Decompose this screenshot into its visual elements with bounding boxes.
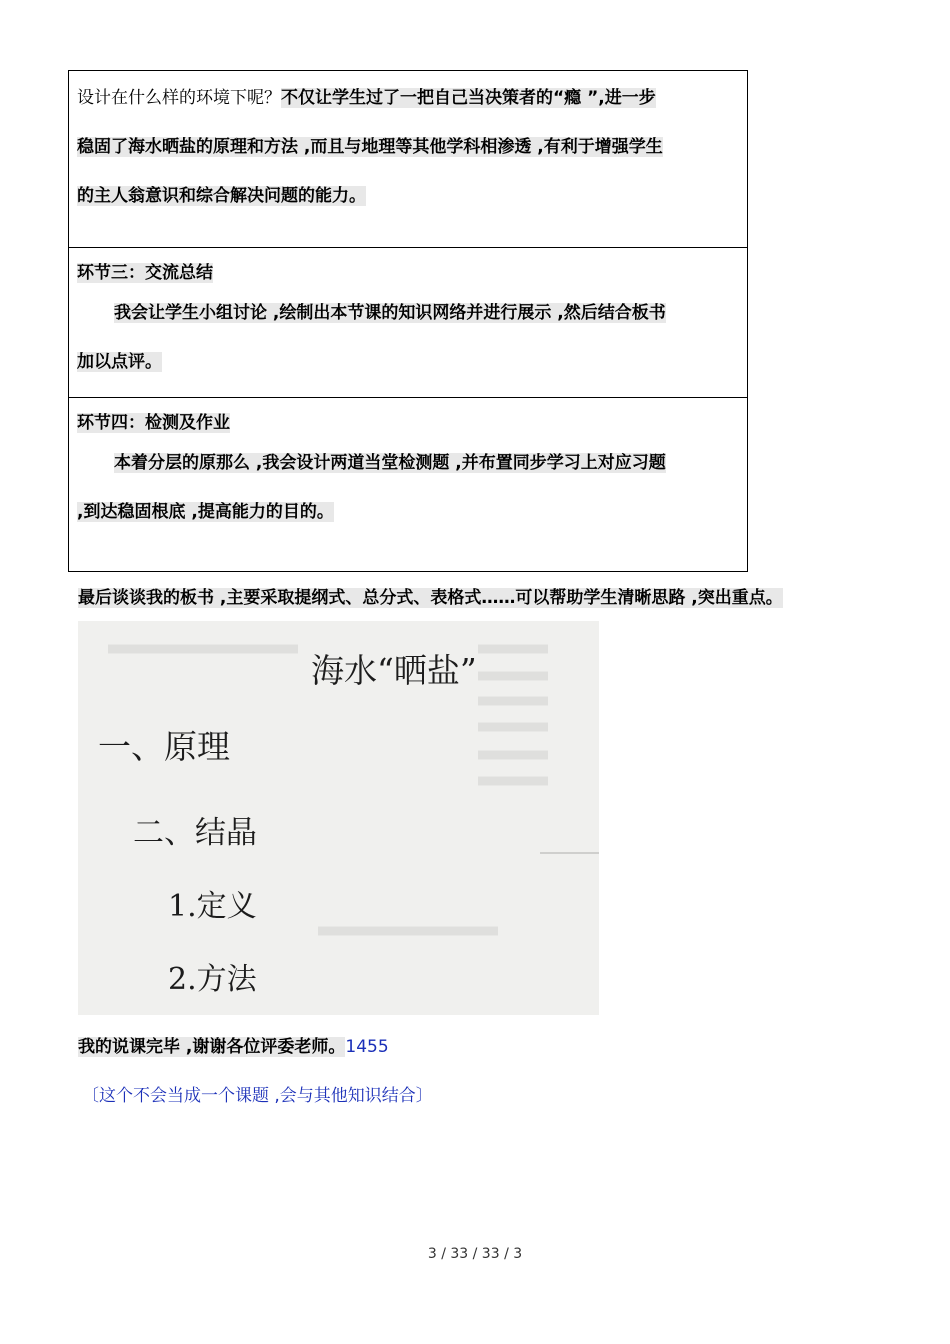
lesson-table [68, 70, 748, 572]
text-line [77, 181, 739, 230]
text-line [77, 298, 739, 347]
text-line [77, 347, 739, 396]
text-highlight: 不仅让学生过了一把自己当决策者的“瘾 ”,进一步 [281, 88, 656, 108]
closing-text: 我的说课完毕 ,谢谢各位评委老师。 [78, 1037, 346, 1057]
text-line [77, 448, 739, 497]
board-sub-definition: 1.定义 [168, 889, 257, 924]
table-cell-summary [69, 247, 747, 397]
text-highlight: 加以点评。 [77, 352, 162, 372]
text-line [77, 83, 739, 132]
text-line [77, 132, 739, 181]
text-plain: 设计在什么样的环境下呢？ [77, 88, 281, 108]
blackboard-photo [78, 621, 599, 1015]
section-heading [77, 410, 739, 448]
heading-text: 环节四：检测及作业 [77, 413, 230, 433]
board-intro [78, 585, 783, 611]
page-footer: 3 / 33 / 33 / 3 [427, 1246, 523, 1262]
board-sub-method: 2.方法 [168, 962, 257, 997]
text-highlight: ,到达稳固根底 ,提高能力的目的。 [77, 502, 334, 522]
note-text: 〔这个不会当成一个课题 ,会与其他知识结合〕 [82, 1086, 433, 1106]
text-highlight: 本着分层的原那么 ,我会设计两道当堂检测题 ,并布置同步学习上对应习题 [114, 453, 666, 473]
board-item-crystallization: 二、结晶 [133, 815, 257, 851]
board-item-principle: 一、原理 [98, 727, 230, 766]
text-highlight: 我会让学生小组讨论 ,绘制出本节课的知识网络并进行展示 ,然后结合板书 [114, 303, 666, 323]
closing-number: 1455 [345, 1037, 389, 1057]
text-highlight: 稳固了海水晒盐的原理和方法 ,而且与地理等其他学科相渗透 ,有利于增强学生 [77, 137, 663, 157]
text-highlight: 的主人翁意识和综合解决问题的能力。 [77, 186, 366, 206]
table-cell-homework [69, 397, 747, 571]
closing-line [78, 1034, 389, 1060]
section-heading [77, 260, 739, 298]
table-cell-design [69, 71, 747, 247]
board-title: 海水“晒盐” [311, 651, 477, 690]
text-line [77, 497, 739, 546]
heading-text: 环节三：交流总结 [77, 263, 213, 283]
board-intro-text: 最后谈谈我的板书 ,主要采取提纲式、总分式、表格式……可以帮助学生清晰思路 ,突出重点。 [78, 588, 783, 608]
